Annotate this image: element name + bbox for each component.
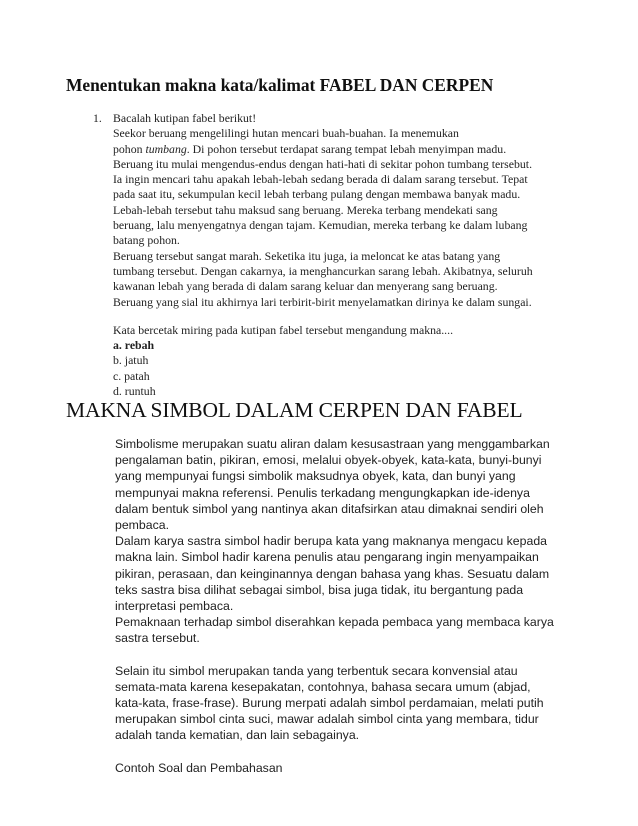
passage-line xyxy=(113,279,583,294)
passage-text: Beruang tersebut sangat marah. Seketika itu juga, ia meloncat ke atas batang yang xyxy=(113,248,501,263)
paragraph-symbol-examples xyxy=(115,663,580,744)
answer-option: d. runtuh xyxy=(113,384,156,399)
example-heading: Contoh Soal dan Pembahasan xyxy=(115,760,283,775)
answer-option: a. rebah xyxy=(113,338,155,353)
paragraph-line: Selain itu simbol merupakan tanda yang terbentuk secara konvensial atau xyxy=(115,663,518,678)
passage-line xyxy=(113,157,583,172)
passage-text: pada saat itu, sekumpulan kecil lebah terbang pulang dengan membawa banyak madu. xyxy=(113,187,521,202)
passage-line xyxy=(113,142,583,157)
passage-text: beruang, lalu menyengatnya dengan tajam. Kemudian, mereka terbang ke dalam lubang xyxy=(113,218,528,233)
paragraph-line: pembaca. xyxy=(115,518,170,533)
passage-text: Lebah-lebah tersebut tahu maksud sang beruang. Mereka terbang mendekati sang xyxy=(113,202,498,217)
question-intro: Bacalah kutipan fabel berikut! xyxy=(113,111,257,125)
paragraph-line: Simbolisme merupakan suatu aliran dalam kesusastraan yang menggambarkan xyxy=(115,437,550,451)
paragraph-symbolism xyxy=(115,436,580,647)
passage-text: Beruang itu mulai mengendus-endus dengan hati-hati di sekitar pohon tumbang tersebut. xyxy=(113,156,533,171)
passage-line xyxy=(113,295,583,310)
paragraph-line: sastra tersebut. xyxy=(115,631,200,646)
passage-line xyxy=(113,126,583,141)
passage-line xyxy=(113,233,583,248)
paragraph-line: dalam bentuk simbol yang nantinya akan ditafsirkan atau dimaknai sendiri oleh xyxy=(115,501,544,516)
question-block xyxy=(113,111,583,399)
paragraph-line: makna lain. Simbol hadir karena penulis atau pengarang ingin menyampaikan xyxy=(115,550,539,565)
paragraph-line: Dalam karya sastra simbol hadir berupa kata yang maknanya mengacu kepada xyxy=(115,534,547,549)
paragraph-line: adalah tanda kematian, dan lain sebagainya. xyxy=(115,728,360,743)
answer-option: b. jatuh xyxy=(113,353,149,368)
passage-text: pohon xyxy=(113,141,146,156)
answer-options xyxy=(113,338,583,399)
passage-text: Ia ingin mencari tahu apakah lebah-lebah sedang berada di dalam sarang tersebut. Tepat xyxy=(113,172,528,187)
passage-text: Seekor beruang mengelilingi hutan mencari buah-buahan. Ia menemukan xyxy=(113,126,459,141)
symbol-explanation xyxy=(115,436,580,776)
passage-line xyxy=(113,172,583,187)
italic-word: tumbang xyxy=(145,141,187,156)
section-title-fabel-cerpen: Menentukan makna kata/kalimat FABEL DAN CERPEN xyxy=(66,75,494,95)
paragraph-line: mempunyai makna referensi. Penulis terkadang mengungkapkan ide-idenya xyxy=(115,485,530,500)
passage-text: tumbang tersebut. Dengan cakarnya, ia menghancurkan sarang lebah. Akibatnya, seluruh xyxy=(113,263,533,278)
paragraph-line: merupakan simbol cinta suci, mawar adalah simbol cinta yang membara, tidur xyxy=(115,712,539,727)
paragraph-line: teks sastra bisa dilihat sebagai simbol, bisa juga tidak, itu bergantung pada xyxy=(115,582,524,597)
section-title-makna-simbol: MAKNA SIMBOL DALAM CERPEN DAN FABEL xyxy=(66,398,523,422)
question-number: 1. xyxy=(93,111,102,125)
paragraph-line: pengalaman batin, pikiran, emosi, melalui obyek-obyek, kata-kata, bunyi-bunyi xyxy=(115,453,542,468)
passage-text: . Di pohon tersebut terdapat sarang tempat lebah menyimpan madu. xyxy=(186,141,507,156)
paragraph-line: yang mempunyai fungsi simbolik maksudnya obyek, kata, dan bunyi yang xyxy=(115,469,516,484)
question-prompt: Kata bercetak miring pada kutipan fabel tersebut mengandung makna.... xyxy=(113,322,454,337)
paragraph-line: Pemaknaan terhadap simbol diserahkan kepada pembaca yang membaca karya xyxy=(115,615,554,630)
passage-line xyxy=(113,187,583,202)
passage-line xyxy=(113,218,583,233)
passage-line xyxy=(113,264,583,279)
paragraph-line: interpretasi pembaca. xyxy=(115,599,234,614)
passage-line xyxy=(113,249,583,264)
paragraph-line: semata-mata karena kesepakatan, contohnya, bahasa secara umum (abjad, xyxy=(115,679,531,694)
passage-text: Beruang yang sial itu akhirnya lari terbirit-birit menyelamatkan dirinya ke dalam sungai. xyxy=(113,294,532,309)
passage-text: kawanan lebah yang berada di dalam sarang keluar dan menyerang sang beruang. xyxy=(113,279,498,294)
passage-text: batang pohon. xyxy=(113,233,180,248)
passage-line xyxy=(113,203,583,218)
answer-option: c. patah xyxy=(113,368,150,383)
paragraph-line: pikiran, perasaan, dan keinginannya dengan bahasa yang khas. Sesuatu dalam xyxy=(115,566,550,581)
fable-passage xyxy=(113,126,583,310)
paragraph-line: kata-kata, frase-frase). Burung merpati adalah simbol perdamaian, melati putih xyxy=(115,696,544,711)
